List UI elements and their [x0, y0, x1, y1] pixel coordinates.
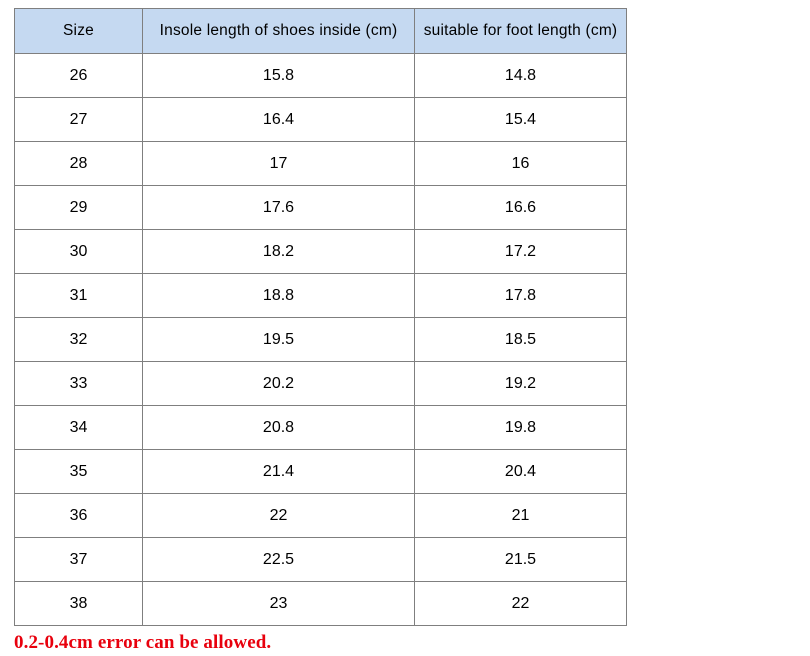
cell-size: 34	[15, 406, 143, 450]
cell-size: 31	[15, 274, 143, 318]
error-tolerance-note: 0.2-0.4cm error can be allowed.	[14, 632, 272, 653]
table-row	[15, 362, 627, 406]
column-header-foot-length: suitable for foot length (cm)	[415, 9, 627, 54]
cell-size: 26	[15, 54, 143, 98]
cell-insole-length: 20.8	[143, 406, 415, 450]
cell-insole-length: 23	[143, 582, 415, 626]
cell-foot-length: 16	[415, 142, 627, 186]
table-row	[15, 582, 627, 626]
cell-size: 38	[15, 582, 143, 626]
table-row	[15, 98, 627, 142]
cell-foot-length: 17.2	[415, 230, 627, 274]
table-row	[15, 274, 627, 318]
cell-insole-length: 17	[143, 142, 415, 186]
cell-foot-length: 19.8	[415, 406, 627, 450]
cell-insole-length: 20.2	[143, 362, 415, 406]
cell-foot-length: 17.8	[415, 274, 627, 318]
table-row	[15, 230, 627, 274]
cell-size: 33	[15, 362, 143, 406]
cell-foot-length: 14.8	[415, 54, 627, 98]
table-header-row	[15, 9, 627, 54]
column-header-insole-length: Insole length of shoes inside (cm)	[143, 9, 415, 54]
cell-insole-length: 21.4	[143, 450, 415, 494]
cell-size: 37	[15, 538, 143, 582]
cell-foot-length: 20.4	[415, 450, 627, 494]
cell-insole-length: 16.4	[143, 98, 415, 142]
table-row	[15, 450, 627, 494]
shoe-size-table	[14, 8, 627, 626]
cell-foot-length: 19.2	[415, 362, 627, 406]
table-body	[15, 54, 627, 626]
column-header-size: Size	[15, 9, 143, 54]
cell-size: 30	[15, 230, 143, 274]
table-row	[15, 54, 627, 98]
size-chart-page	[0, 8, 810, 656]
cell-insole-length: 22	[143, 494, 415, 538]
cell-insole-length: 19.5	[143, 318, 415, 362]
cell-size: 27	[15, 98, 143, 142]
cell-foot-length: 21.5	[415, 538, 627, 582]
cell-size: 29	[15, 186, 143, 230]
table-header	[15, 9, 627, 54]
table-row	[15, 406, 627, 450]
table-row	[15, 494, 627, 538]
table-row	[15, 142, 627, 186]
cell-insole-length: 15.8	[143, 54, 415, 98]
table-row	[15, 186, 627, 230]
cell-insole-length: 18.2	[143, 230, 415, 274]
cell-size: 32	[15, 318, 143, 362]
table-row	[15, 538, 627, 582]
cell-insole-length: 17.6	[143, 186, 415, 230]
cell-foot-length: 15.4	[415, 98, 627, 142]
cell-foot-length: 18.5	[415, 318, 627, 362]
cell-insole-length: 18.8	[143, 274, 415, 318]
cell-size: 35	[15, 450, 143, 494]
cell-foot-length: 21	[415, 494, 627, 538]
cell-foot-length: 16.6	[415, 186, 627, 230]
cell-size: 28	[15, 142, 143, 186]
cell-foot-length: 22	[415, 582, 627, 626]
cell-insole-length: 22.5	[143, 538, 415, 582]
cell-size: 36	[15, 494, 143, 538]
table-row	[15, 318, 627, 362]
